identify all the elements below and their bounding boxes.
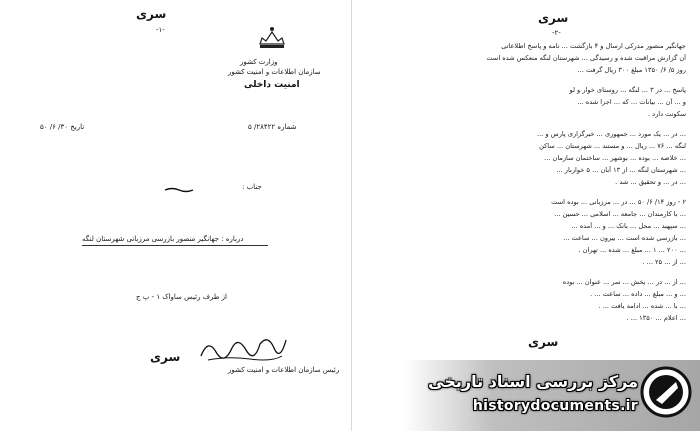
body-line: ... خلاصه ... بوده ... بوشهر ... ساختمان سازمان ...: [544, 154, 686, 162]
closing-line: از طرف رئیس ساواک ۱ - پ ج: [136, 293, 227, 301]
bottom-classification-mark: سری: [150, 350, 181, 364]
body-line: ... شهرستان لنگه ... از ۱۳ آبان ... ۵ خواربار ...: [556, 166, 686, 174]
letter-date: تاریخ ۳۰/ ۶/ ۵۰: [40, 123, 85, 131]
body-line: ... سپهبد ... محل ... بانک ... و ... آمده ...: [571, 222, 686, 230]
history-documents-logo-icon: [640, 366, 692, 418]
body-line: پاسخ ... در ۳ ... لنگه ... روستای خوار و لو: [569, 86, 686, 94]
body-line: ۲ - روز ۱۴/ ۶/ ۵۰ ... در ... مرزبانی ... بوده است: [551, 198, 686, 206]
body-line: ... با کارمندان ... جامعه ... اسلامی ... حسین ...: [554, 210, 686, 218]
imperial-crown-emblem-icon: [250, 22, 294, 52]
signature-caption: رئیس سازمان اطلاعات و امنیت کشور: [228, 366, 340, 374]
page-number: -۲-: [552, 29, 561, 37]
body-line: سکونت دارد .: [647, 110, 686, 118]
body-line: ... و ... مبلغ ... داده ... ساعت ... .: [590, 290, 686, 298]
body-line: ... در ... و تحقیق ... شد .: [615, 178, 686, 186]
ministry-heading-3: امنیت داخلی: [244, 80, 300, 90]
ministry-heading-1: وزارت کشور: [240, 58, 278, 66]
letter-number: شماره ۲۸۴۲۲/ ۵: [248, 123, 297, 131]
body-line: ... از ... ۲۵ ... .: [642, 258, 686, 266]
body-line: جهانگیر منصور مدرکی ارسال و ۴ بازگشت ... نامه و پاسخ اطلاعاتی: [501, 42, 686, 50]
bottom-classification-mark: سری: [528, 335, 559, 349]
body-line: و ... آن ... بیانات ... که ... اجرا شده ...: [577, 98, 686, 106]
signature-icon: [198, 330, 288, 366]
body-line: ... با ... شده ... ادامه یافت ... .: [598, 302, 686, 310]
handwritten-stroke-icon: [164, 186, 194, 194]
body-line: روز ۵/ ۶/ ۱۳۵۰ مبلغ ۳۰۰ ریال گرفت ...: [577, 66, 686, 74]
subject-underline: [82, 245, 268, 246]
top-classification-mark: سری: [538, 11, 569, 25]
subject-line: درباره : جهانگیر منصور بازرسی مرزبانی شهرستان لنگه: [82, 235, 244, 243]
body-line: ... در ... یک مورد ... جمهوری ... خبرگزاری پارس و ...: [536, 130, 686, 138]
recipient-line: جناب :: [242, 183, 262, 191]
body-line: ... اعلام ... ۱۳۵۰ ... .: [626, 314, 686, 322]
body-line: ... از ... در ... بخش ... سر ... عنوان ... بوده: [562, 278, 686, 286]
body-line: ... بازرسی شده است ... بیرون ... ساعت ...: [563, 234, 686, 242]
page-number: -۱-: [156, 26, 165, 34]
watermark-title: مرکز بررسی اسناد تاریخی: [428, 372, 638, 391]
watermark-site: historydocuments.ir: [472, 398, 638, 414]
top-classification-mark: سری: [136, 7, 167, 21]
body-line: ... ۲۰۰ ... ۱ ... مبلغ ... شده ... تهران .: [578, 246, 686, 254]
body-line: آن گزارش مراقبت شده و رسیدگی ... شهرستان لنگه منعکس شده است: [486, 54, 686, 62]
body-line: لنگه ... ۷۶ ... ریال ... و مستند ... شهرستان ... ساکن: [539, 142, 686, 150]
ministry-heading-2: سازمان اطلاعات و امنیت کشور: [228, 68, 321, 76]
